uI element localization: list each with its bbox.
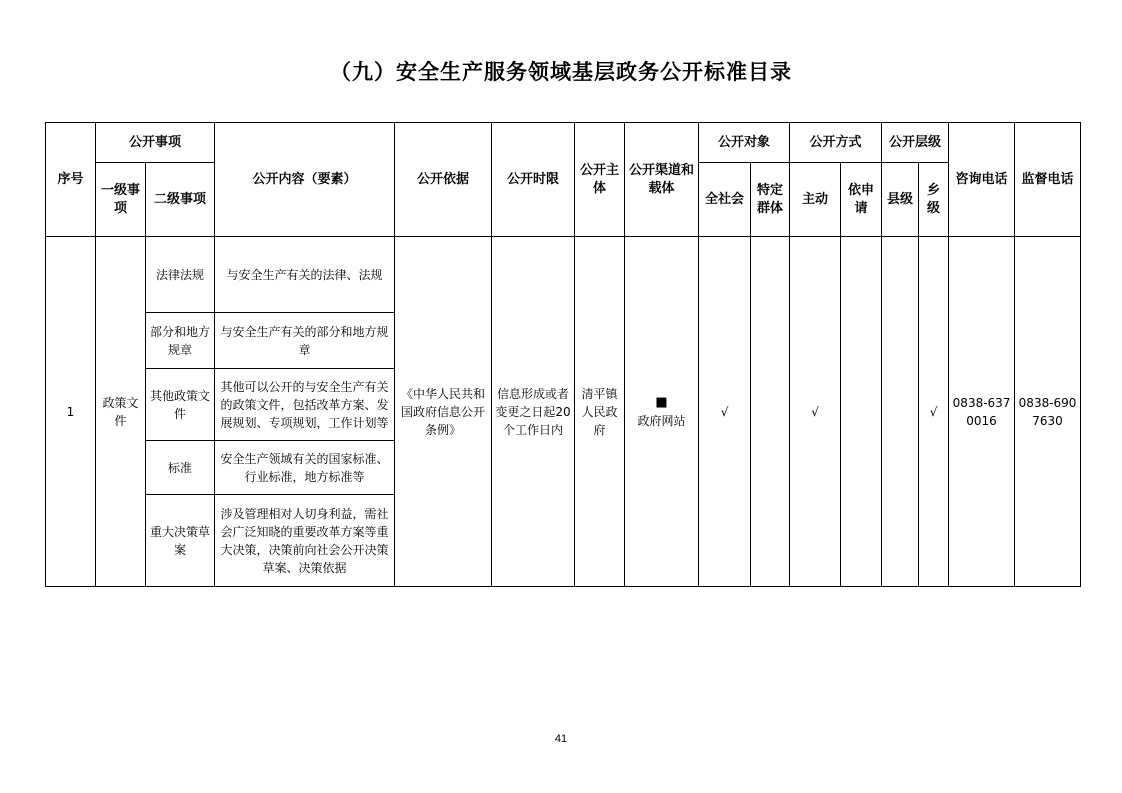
sub-item-content: 安全生产领域有关的国家标准、行业标准，地方标准等 (215, 441, 395, 495)
sub-item-level2: 法律法规 (146, 237, 215, 313)
row-basis: 《中华人民共和国政府信息公开条例》 (395, 237, 492, 587)
row-method-request-check (841, 237, 882, 587)
header-level1: 一级事项 (96, 163, 146, 237)
header-subject: 公开主体 (575, 123, 625, 237)
row-tier-township-check: √ (919, 237, 949, 587)
square-bullet: ■ (655, 395, 668, 410)
header-method: 公开方式 (790, 123, 882, 163)
sub-item-level2: 部分和地方规章 (146, 313, 215, 369)
disclosure-catalog-table (45, 122, 1081, 587)
header-audience-specific: 特定群体 (751, 163, 790, 237)
row-audience-all-check: √ (699, 237, 751, 587)
row-tier-county-check (882, 237, 919, 587)
row-channel (625, 237, 699, 587)
table-row (46, 237, 1081, 313)
header-method-active: 主动 (790, 163, 841, 237)
header-tier: 公开层级 (882, 123, 949, 163)
header-time-limit: 公开时限 (492, 123, 575, 237)
header-method-request: 依申请 (841, 163, 882, 237)
header-content: 公开内容（要素） (215, 123, 395, 237)
header-basis: 公开依据 (395, 123, 492, 237)
row-channel-label: 政府网站 (637, 414, 686, 428)
header-level2: 二级事项 (146, 163, 215, 237)
header-seq: 序号 (46, 123, 96, 237)
sub-item-level2: 其他政策文件 (146, 369, 215, 441)
header-items: 公开事项 (96, 123, 215, 163)
row-supervise-phone: 0838-6907630 (1015, 237, 1081, 587)
row-seq: 1 (46, 237, 96, 587)
page-title: （九）安全生产服务领域基层政务公开标准目录 (330, 60, 792, 84)
row-time-limit: 信息形成或者变更之日起20个工作日内 (492, 237, 575, 587)
sub-item-level2: 重大决策草案 (146, 495, 215, 587)
row-method-active-check: √ (790, 237, 841, 587)
sub-item-level2: 标准 (146, 441, 215, 495)
header-consult-phone: 咨询电话 (949, 123, 1015, 237)
header-supervise-phone: 监督电话 (1015, 123, 1081, 237)
row-audience-specific-check (751, 237, 790, 587)
header-audience: 公开对象 (699, 123, 790, 163)
header-channel: 公开渠道和载体 (625, 123, 699, 237)
row-level1: 政策文件 (96, 237, 146, 587)
page-number: 41 (554, 733, 568, 745)
row-consult-phone: 0838-6370016 (949, 237, 1015, 587)
sub-item-content: 与安全生产有关的法律、法规 (215, 237, 395, 313)
sub-item-content: 其他可以公开的与安全生产有关的政策文件，包括改革方案、发展规划、专项规划，工作计划等 (215, 369, 395, 441)
sub-item-content: 与安全生产有关的部分和地方规章 (215, 313, 395, 369)
header-tier-township: 乡级 (919, 163, 949, 237)
header-tier-county: 县级 (882, 163, 919, 237)
sub-item-content: 涉及管理相对人切身利益，需社会广泛知晓的重要改革方案等重大决策，决策前向社会公开决策草案、决策依据 (215, 495, 395, 587)
header-audience-all: 全社会 (699, 163, 751, 237)
row-subject: 清平镇人民政府 (575, 237, 625, 587)
